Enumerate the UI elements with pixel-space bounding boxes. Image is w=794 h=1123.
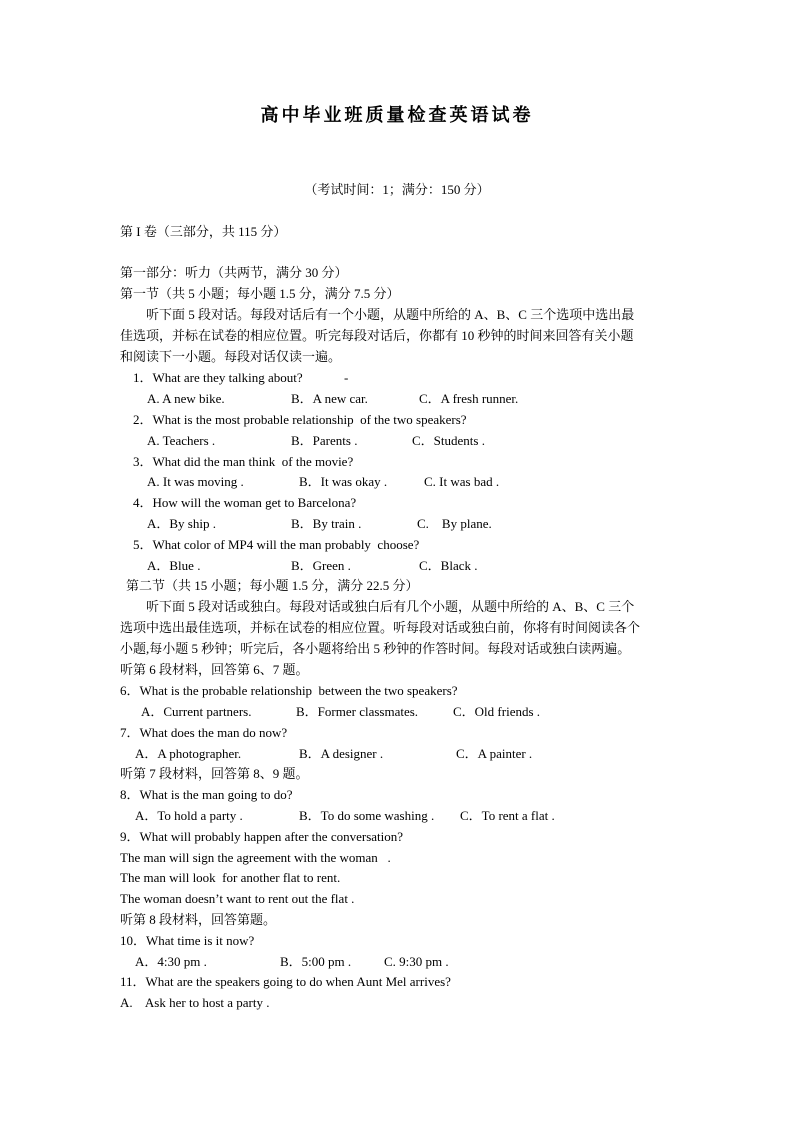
- instruction-line: 佳选项，并标在试卷的相应位置。听完每段对话后，你都有 10 秒钟的时间来回答有关小题: [120, 328, 634, 343]
- option-a: A．Current partners.: [141, 704, 252, 719]
- option-c: C．Black .: [419, 558, 478, 573]
- option-a: A．A photographer.: [135, 746, 242, 761]
- material-note: 听第 7 段材料，回答第 8、9 题。: [120, 766, 309, 781]
- instruction-line: 选项中选出最佳选项，并标在试卷的相应位置。听每段对话或独白前，你将有时间阅读各个: [120, 620, 641, 635]
- option-c: C. It was bad .: [424, 474, 500, 489]
- option-c: C. 9:30 pm .: [384, 954, 449, 969]
- question-text: 8．What is the man going to do?: [120, 787, 293, 802]
- question-text: 3．What did the man think of the movie?: [133, 454, 354, 469]
- section-heading: 第二节（共 15 小题；每小题 1.5 分，满分 22.5 分）: [126, 578, 419, 593]
- instruction-line: 和阅读下一小题。每段对话仅读一遍。: [120, 349, 342, 364]
- material-note: 听第 8 段材料，回答第题。: [120, 912, 277, 927]
- question-text: 10．What time is it now?: [120, 933, 255, 948]
- option-b: B．5:00 pm .: [280, 954, 352, 969]
- option-b: B．Parents .: [291, 433, 358, 448]
- option-a: A．To hold a party .: [135, 808, 243, 823]
- option-b: B．To do some washing .: [299, 808, 435, 823]
- option-a: A. A new bike.: [147, 391, 225, 406]
- instruction-line: 听下面 5 段对话或独白。每段对话或独白后有几个小题，从题中所给的 A、B、C 三个: [146, 599, 635, 614]
- option-a: A．By ship .: [147, 516, 216, 531]
- instruction-line: 听下面 5 段对话。每段对话后有一个小题，从题中所给的 A、B、C 三个选项中选出最: [146, 307, 635, 322]
- instruction-line: 小题,每小题 5 秒钟；听完后，各小题将给出 5 秒钟的作答时间。每段对话或独白读两遍。: [120, 641, 631, 656]
- option-b: B．A designer .: [299, 746, 384, 761]
- question-text: 5．What color of MP4 will the man probably choose?: [133, 537, 420, 552]
- page-title: 高中毕业班质量检查英语试卷: [260, 105, 534, 126]
- option-c: C．Students .: [412, 433, 485, 448]
- option-c: The woman doesn’t want to rent out the flat .: [120, 891, 355, 906]
- option-b: The man will look for another flat to rent.: [120, 870, 341, 885]
- option-b: B．A new car.: [291, 391, 368, 406]
- option-b: B．Green .: [291, 558, 351, 573]
- option-a: A. Ask her to host a party .: [120, 995, 270, 1010]
- option-c: C. By plane.: [417, 516, 492, 531]
- question-text: 11．What are the speakers going to do when Aunt Mel arrives?: [120, 974, 451, 989]
- volume-heading: 第 I 卷（三部分，共 115 分）: [120, 224, 287, 239]
- exam-info: （考试时间：1；满分：150 分）: [304, 182, 490, 197]
- stray-mark: -: [344, 370, 349, 385]
- option-a: A．Blue .: [147, 558, 201, 573]
- material-note: 听第 6 段材料，回答第 6、7 题。: [120, 662, 309, 677]
- question-text: 9．What will probably happen after the conversation?: [120, 829, 404, 844]
- question-text: 1．What are they talking about?: [133, 370, 303, 385]
- question-text: 6．What is the probable relationship between the two speakers?: [120, 683, 458, 698]
- question-text: 4．How will the woman get to Barcelona?: [133, 495, 357, 510]
- option-b: B．It was okay .: [299, 474, 388, 489]
- question-text: 2．What is the most probable relationship of the two speakers?: [133, 412, 467, 427]
- option-c: C．A fresh runner.: [419, 391, 519, 406]
- option-a: A. Teachers .: [147, 433, 216, 448]
- part-heading: 第一部分：听力（共两节，满分 30 分）: [120, 265, 348, 280]
- option-c: C．To rent a flat .: [460, 808, 555, 823]
- section-heading: 第一节（共 5 小题；每小题 1.5 分，满分 7.5 分）: [120, 286, 400, 301]
- option-a: The man will sign the agreement with the woman .: [120, 850, 391, 865]
- option-b: B．Former classmates.: [296, 704, 419, 719]
- option-c: C．Old friends .: [453, 704, 541, 719]
- option-a: A. It was moving .: [147, 474, 244, 489]
- option-c: C．A painter .: [456, 746, 533, 761]
- option-a: A．4:30 pm .: [135, 954, 207, 969]
- question-text: 7．What does the man do now?: [120, 725, 288, 740]
- option-b: B．By train .: [291, 516, 362, 531]
